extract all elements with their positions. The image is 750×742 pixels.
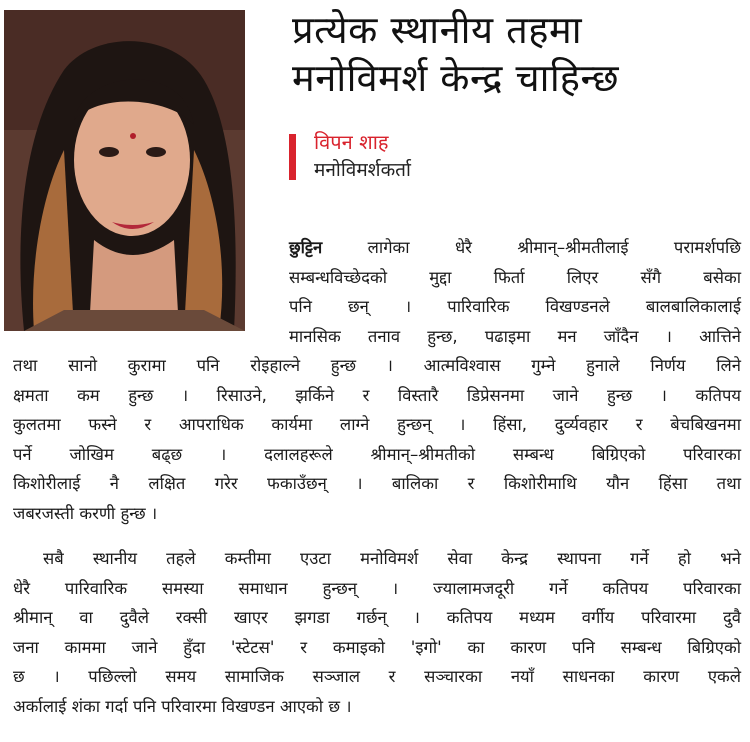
paragraph-line: अर्कालाई शंका गर्दा पनि परिवारमा विखण्डन आएको छ ।: [13, 696, 352, 716]
paragraph-line: पनि छन् । पारिवारिक विखण्डनले बालबालिकालाई: [289, 297, 741, 316]
paragraph-line: पर्ने जोखिम बढ्छ । दलालहरूले श्रीमान्–श्रीमतीको सम्बन्ध बिग्रिएको परिवारका: [13, 444, 741, 464]
paragraph-line: क्षमता कम हुन्छ । रिसाउने, झर्किने र विस्तारै डिप्रेसनमा जाने हुन्छ । कतिपय: [13, 385, 741, 405]
paragraph-1: [289, 233, 741, 351]
paragraph-line: कुलतमा फस्ने र आपराधिक कार्यमा लाग्ने हुन्छन् । हिंसा, दुर्व्यवहार र बेचबिखनमा: [13, 415, 741, 434]
paragraph-line: किशोरीलाई नै लक्षित गरेर फकाउँछन् । बालिका र किशोरीमाथि यौन हिंसा तथा: [13, 474, 741, 493]
paragraph-line: जना काममा जाने हुँदा 'स्टेटस' र कमाइको 'इगो' का कारण पनि सम्बन्ध बिग्रिएको: [13, 637, 741, 657]
paragraph-line: मानसिक तनाव हुन्छ, पढाइमा मन जाँदैन । आत्तिने: [289, 326, 741, 346]
paragraph-line: सम्बन्धविच्छेदको मुद्दा फिर्ता लिएर सँगै बसेका: [289, 267, 741, 287]
headline-line-1: प्रत्येक स्थानीय तहमा: [292, 8, 583, 52]
paragraph-line: छ । पछिल्लो समय सामाजिक सञ्जाल र सञ्चारका नयाँ साधनका कारण एकले: [13, 667, 741, 686]
paragraph-line: जबरजस्ती करणी हुन्छ ।: [13, 503, 158, 523]
headline-line-2: मनोविमर्श केन्द्र चाहिन्छ: [292, 56, 619, 100]
paragraph-line: तथा सानो कुरामा पनि रोइहाल्ने हुन्छ । आत्मविश्वास गुम्ने हुनाले निर्णय लिने: [13, 356, 741, 375]
paragraph-line: श्रीमान् वा दुवैले रक्सी खाएर झगडा गर्छन् । कतिपय मध्यम वर्गीय परिवारमा दुवै: [13, 608, 741, 627]
paragraph-line: छुट्टिन लागेका धेरै श्रीमान्–श्रीमतीलाई परामर्शपछि: [289, 238, 741, 257]
paragraph-1-continued: [13, 351, 741, 528]
author-role: मनोविमर्शकर्ता: [314, 159, 411, 181]
lead-word: छुट्टिन: [289, 238, 323, 257]
paragraph-2: [13, 544, 741, 721]
author-name: विपन शाह: [314, 130, 389, 154]
paragraph-line: सबै स्थानीय तहले कम्तीमा एउटा मनोविमर्श सेवा केन्द्र स्थापना गर्ने हो भने: [43, 549, 741, 568]
paragraph-line: धेरै पारिवारिक समस्या समाधान हुन्छन् । ज्यालामजदूरी गर्ने कतिपय परिवारका: [13, 578, 741, 598]
